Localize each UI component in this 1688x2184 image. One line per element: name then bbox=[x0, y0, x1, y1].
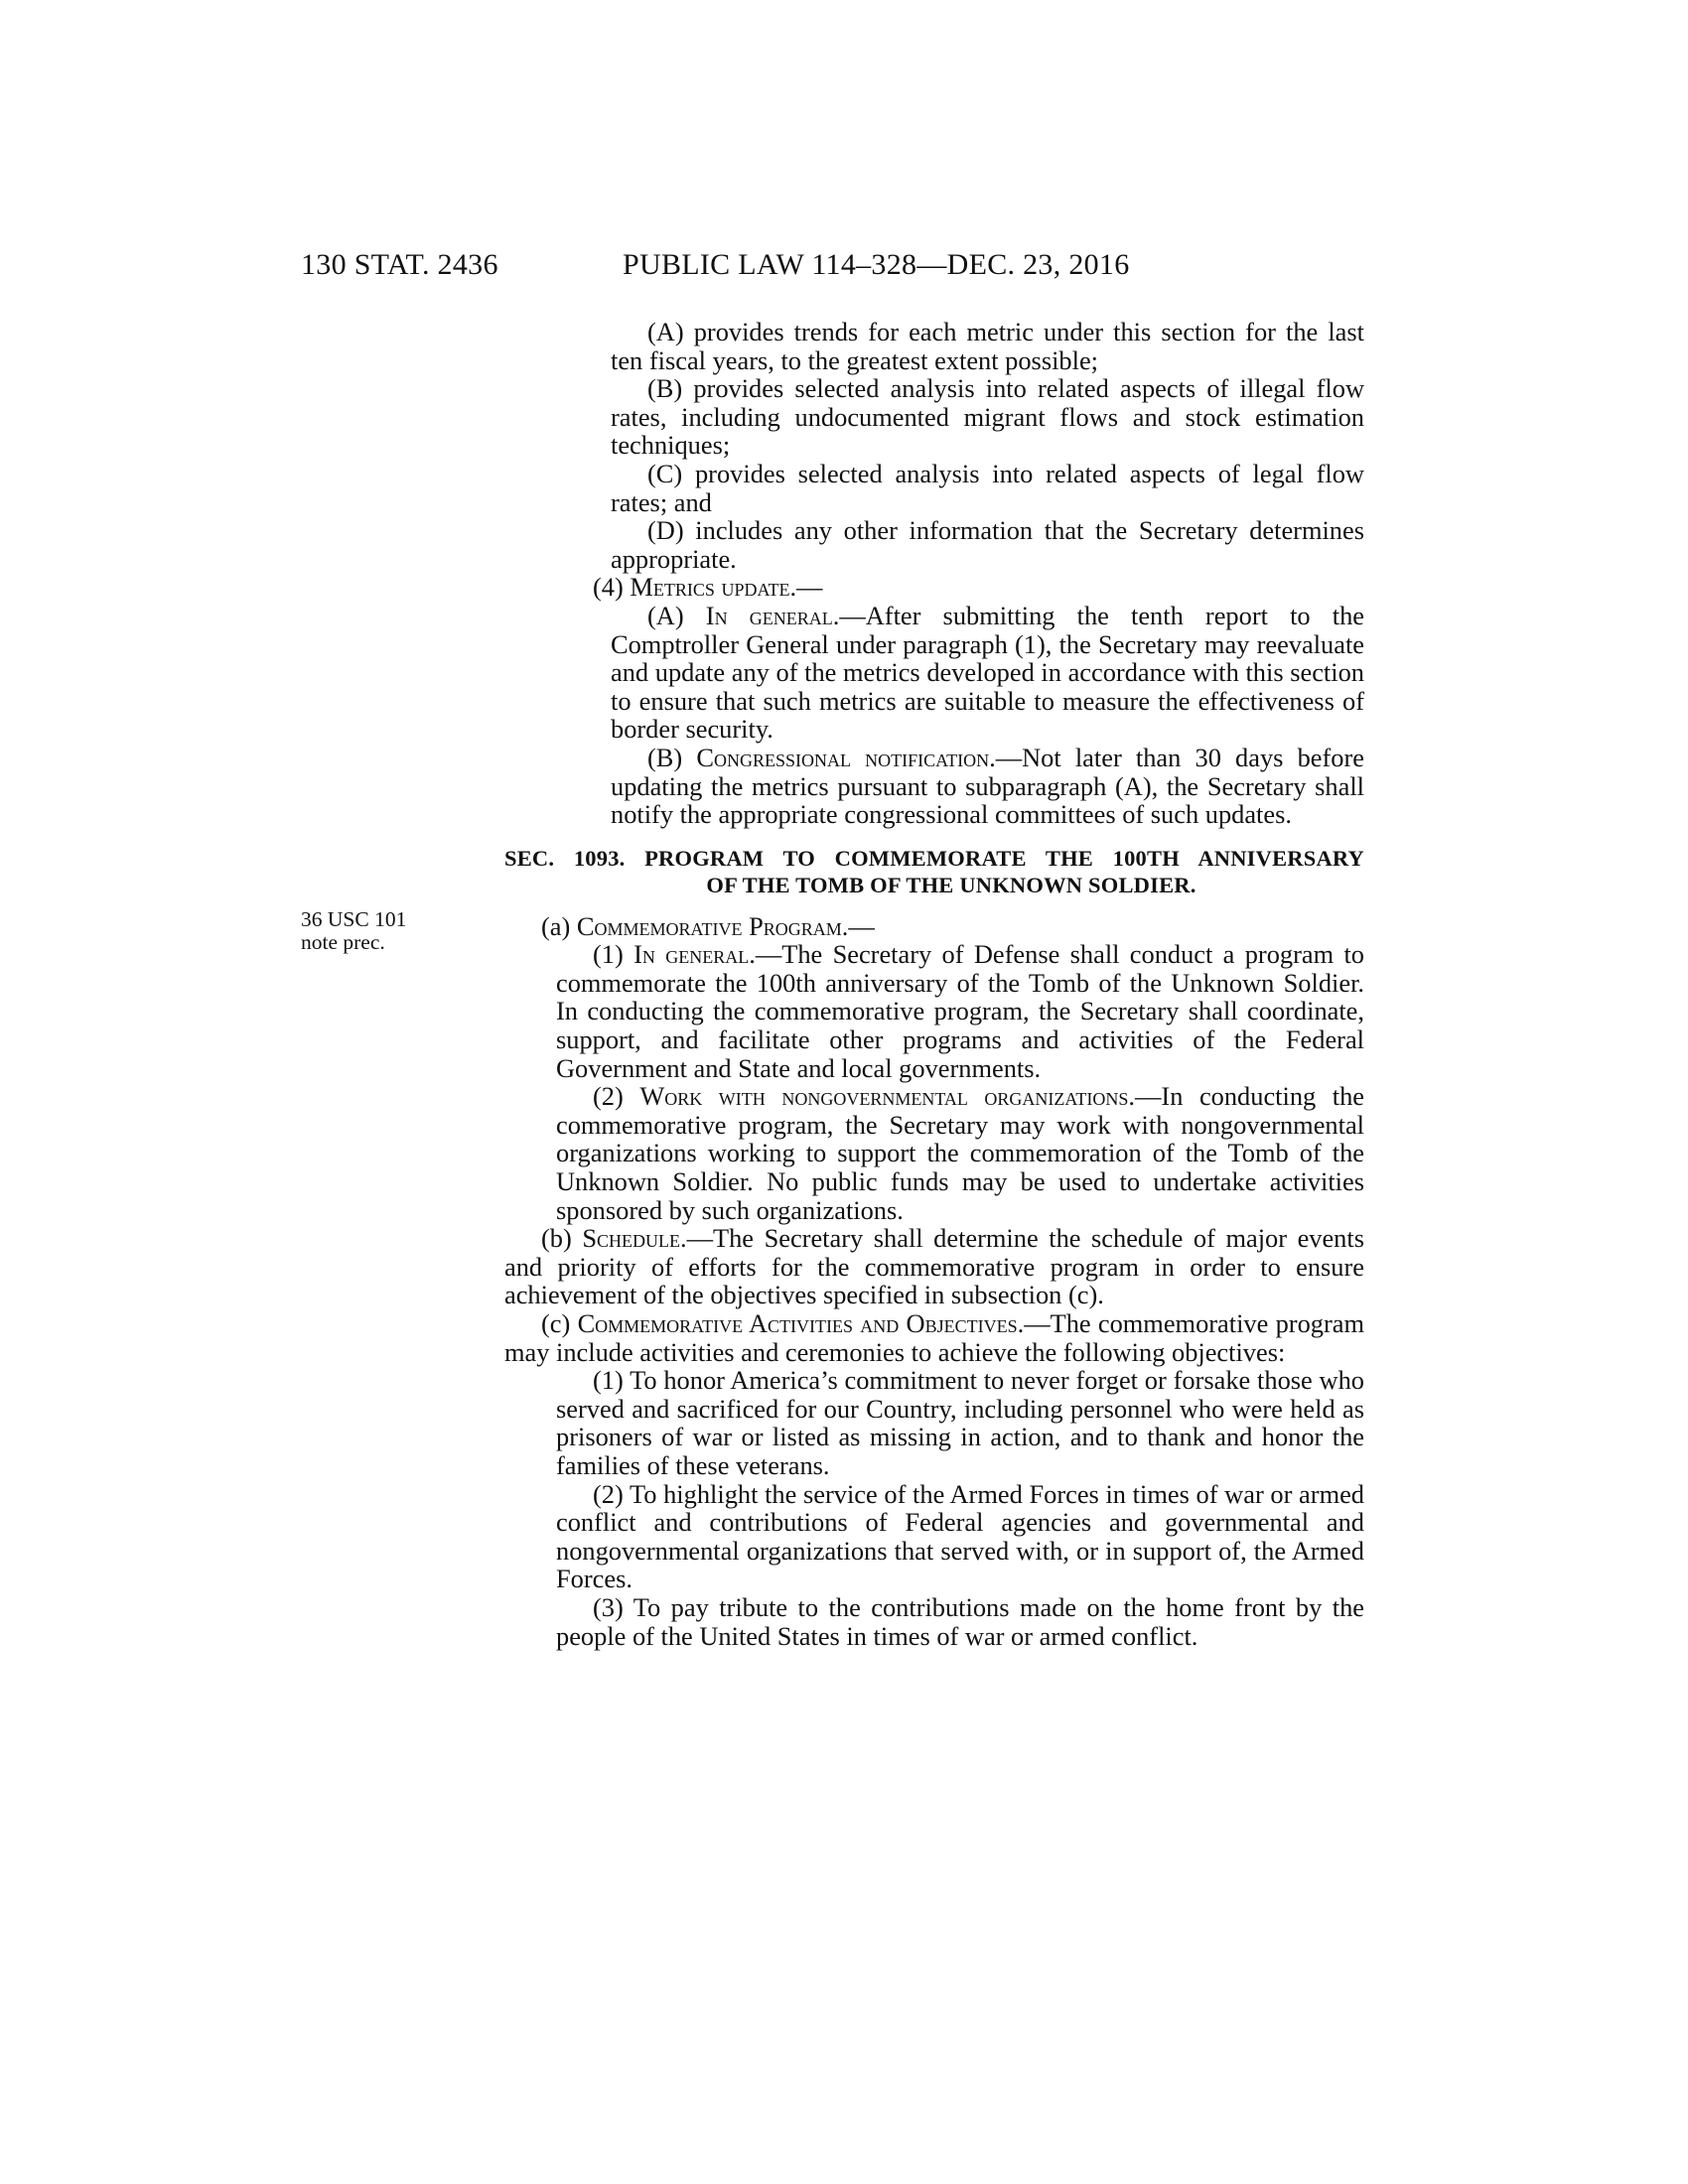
margin-note-suffix: note prec. bbox=[301, 930, 385, 954]
section-heading-line-1: SEC. 1093. PROGRAM TO COMMEMORATE THE 100TH ANNIVERSARY bbox=[504, 845, 1364, 871]
paragraph-label: (2) bbox=[593, 1081, 640, 1112]
paragraph-a2-nongovernmental bbox=[504, 1082, 1364, 1224]
paragraph-label: (c) bbox=[541, 1308, 578, 1338]
paragraph-heading: In general bbox=[705, 600, 833, 630]
paragraph-heading: Commemorative Activities and Objectives bbox=[577, 1308, 1018, 1338]
paragraph-heading: Congressional notification bbox=[696, 742, 990, 772]
paragraph-dash: .— bbox=[841, 910, 875, 941]
paragraph-label: (1) bbox=[593, 939, 634, 970]
paragraph-label: (B) bbox=[647, 742, 697, 772]
page-header bbox=[0, 248, 1688, 298]
paragraph-c2-highlight-service: (2) To highlight the service of the Armed Forces in times of war or armed conflict and contributions of Federal agencies and governmental and nongovernmental organizations that served with, or in support of, the Armed Forces. bbox=[556, 1478, 1364, 1594]
paragraph-heading: Schedule bbox=[582, 1223, 680, 1254]
public-law-title: PUBLIC LAW 114–328—DEC. 23, 2016 bbox=[623, 248, 1130, 281]
statute-page-reference: 130 STAT. 2436 bbox=[301, 248, 498, 281]
paragraph-a-trends: (A) provides trends for each metric under this section for the last ten fiscal years, to the greatest extent possible; bbox=[611, 317, 1364, 375]
section-heading bbox=[504, 845, 1364, 898]
paragraph-heading: In general bbox=[633, 939, 750, 970]
paragraph-text: .—Not later than 30 days before updating the metrics pursuant to subparagraph (A), the Secretary shall notify the appropriate congressional committees of such updates. bbox=[611, 742, 1364, 830]
paragraph-label: (4) bbox=[593, 572, 631, 603]
paragraph-heading: Metrics update bbox=[630, 572, 790, 603]
subsection-c-activities-objectives bbox=[504, 1309, 1364, 1366]
paragraph-text: .—The commemorative program may include activities and ceremonies to achieve the following objectives: bbox=[504, 1308, 1365, 1367]
paragraph-label: (A) bbox=[647, 600, 706, 630]
document-body bbox=[504, 318, 1364, 1650]
paragraph-b-illegal-flow: (B) provides selected analysis into related aspects of illegal flow rates, including undocumented migrant flows and stock estimation techniques; bbox=[611, 373, 1364, 461]
paragraph-c-legal-flow: (C) provides selected analysis into related aspects of legal flow rates; and bbox=[611, 458, 1364, 517]
paragraph-heading: Commemorative Program bbox=[576, 910, 842, 941]
paragraph-text: .—The Secretary shall determine the schedule of major events and priority of efforts for the commemorative program in order to ensure achievement of the objectives specified in subsection (c). bbox=[504, 1223, 1364, 1310]
paragraph-4-metrics-update bbox=[504, 573, 1364, 602]
paragraph-dash: .— bbox=[789, 572, 823, 603]
paragraph-c1-honor-commitment: (1) To honor America’s commitment to never forget or forsake those who served and sacrificed for our Country, including personnel who were held as prisoners of war or listed as missing in action, and to thank and honor the families of these veterans. bbox=[556, 1365, 1364, 1480]
paragraph-4a-in-general bbox=[504, 602, 1364, 744]
paragraph-label: (b) bbox=[541, 1223, 583, 1254]
paragraph-text: .—After submitting the tenth report to the Comptroller General under paragraph (1), the Secretary may reevaluate and update any of the metrics developed in accordance with this section to ensure that such metrics are suitable to measure the effectiveness of border security. bbox=[611, 600, 1365, 745]
paragraph-a1-in-general bbox=[504, 940, 1364, 1082]
subsection-a-commemorative-program bbox=[504, 912, 1364, 941]
margin-note bbox=[301, 908, 470, 954]
paragraph-text: .—In conducting the commemorative program, the Secretary may work with nongovernmental organizations working to support the commemoration of the Tomb of the Unknown Soldier. No public funds may be used to undertake activities sponsored by such organizations. bbox=[556, 1081, 1365, 1225]
subsection-b-schedule bbox=[504, 1224, 1364, 1309]
paragraph-4b-congressional-notification bbox=[504, 744, 1364, 829]
paragraph-c3-pay-tribute: (3) To pay tribute to the contributions made on the home front by the people of the United States in times of war or armed conflict. bbox=[556, 1591, 1364, 1651]
section-heading-line-2: OF THE TOMB OF THE UNKNOWN SOLDIER. bbox=[706, 872, 1196, 897]
margin-note-citation: 36 USC 101 bbox=[301, 907, 407, 931]
paragraph-text: .—The Secretary of Defense shall conduct a program to commemorate the 100th anniversary of the Tomb of the Unknown Soldier. In conducting the commemorative program, the Secretary shall coordinate, support, and facilitate other programs and activities of the Federal Government and State and local governments. bbox=[556, 939, 1364, 1083]
paragraph-d-other-info: (D) includes any other information that the Secretary determines appropriate. bbox=[611, 515, 1364, 574]
paragraph-label: (a) bbox=[541, 910, 577, 941]
paragraph-heading: Work with nongovernmental organizations bbox=[639, 1081, 1129, 1112]
